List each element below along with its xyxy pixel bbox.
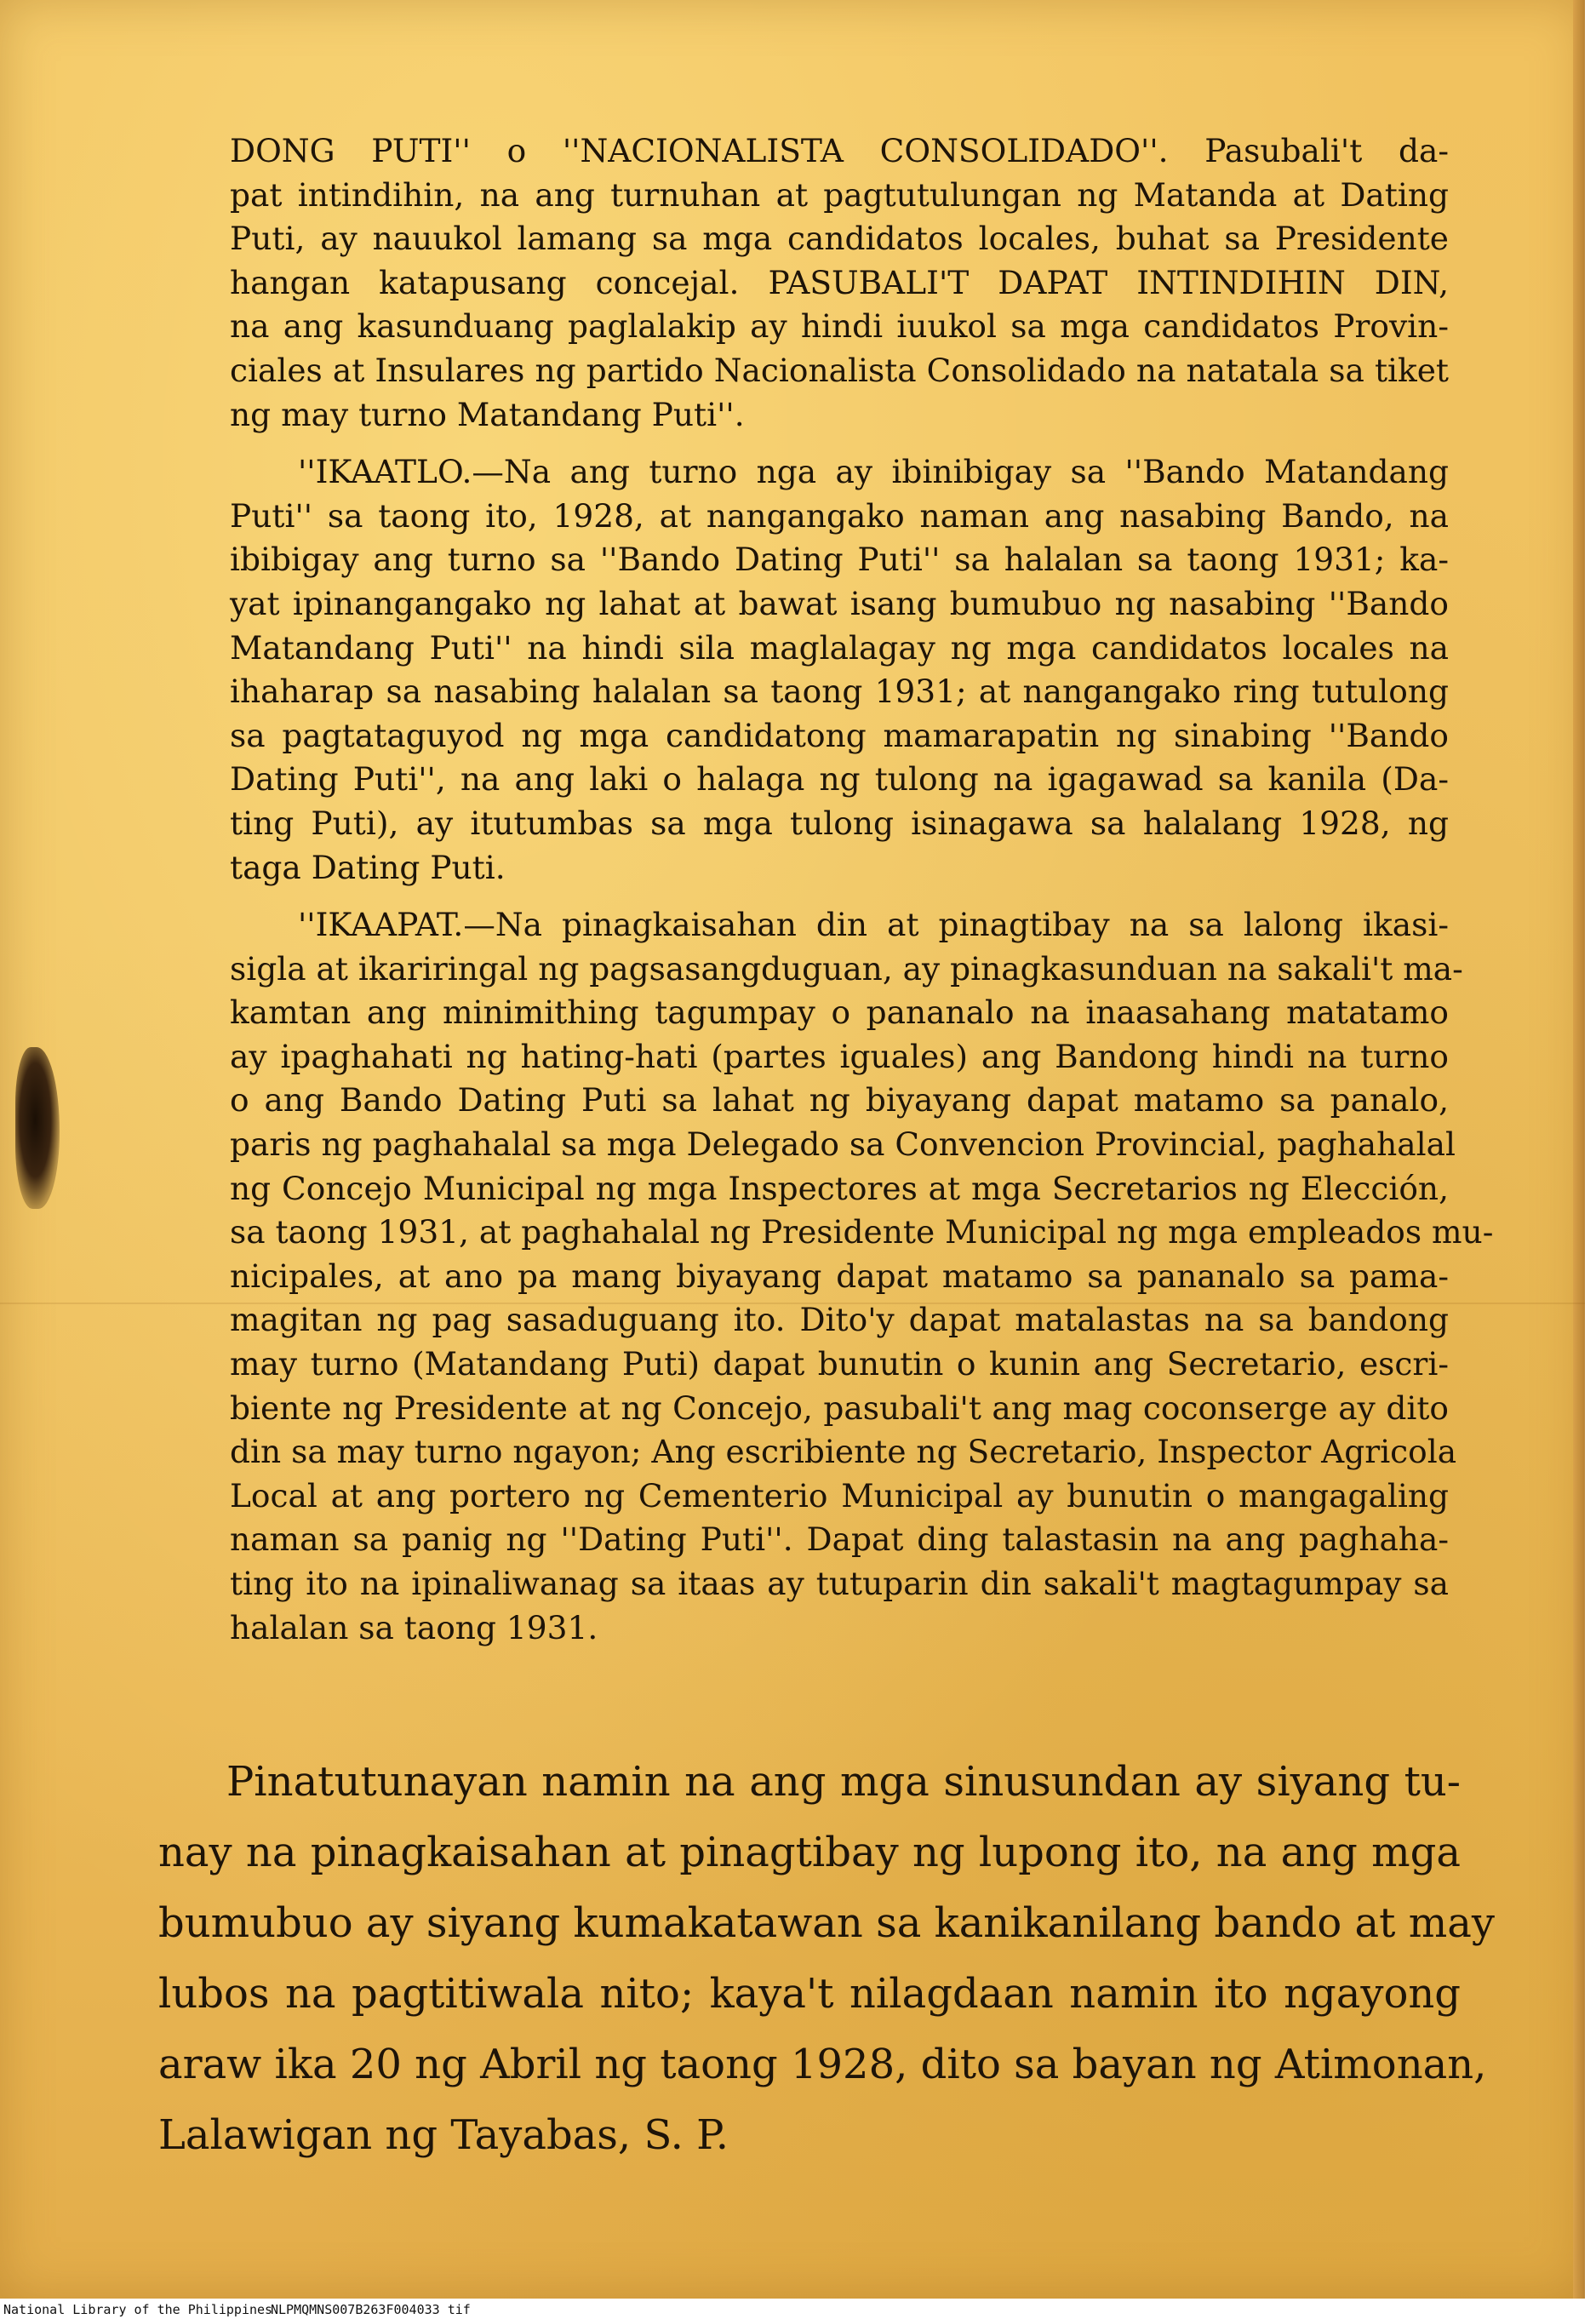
body-text-line: pat intindihin, na ang turnuhan at pagtutulungan ng Matanda at Dating bbox=[230, 175, 1449, 214]
body-text-line: biente ng Presidente at ng Concejo, pasubali't ang mag coconserge ay dito bbox=[230, 1389, 1449, 1427]
body-text-line: o ang Bando Dating Puti sa lahat ng biyayang dapat matamo sa panalo, bbox=[230, 1081, 1449, 1119]
body-text-line: ''IKAAPAT.—Na pinagkaisahan din at pinagtibay na sa lalong ikasi- bbox=[298, 906, 1449, 944]
body-text-line: paris ng paghahalal sa mga Delegado sa Convencion Provincial, paghahalal bbox=[230, 1125, 1456, 1164]
body-text-line: ay ipaghahati ng hating-hati (partes iguales) ang Bandong hindi na turno bbox=[230, 1037, 1449, 1075]
body-text-line: Puti, ay nauukol lamang sa mga candidatos locales, buhat sa Presidente bbox=[230, 220, 1449, 258]
body-text-line: Local at ang portero ng Cementerio Municipal ay bunutin o mangagaling bbox=[230, 1476, 1449, 1515]
body-text-line: DONG PUTI'' o ''NACIONALISTA CONSOLIDADO''. Pasubali't da- bbox=[230, 132, 1449, 169]
body-text-line: Puti'' sa taong ito, 1928, at nangangako naman ang nasabing Bando, na bbox=[230, 496, 1449, 535]
body-text-line: naman sa panig ng ''Dating Puti''. Dapat ding talastasin na ang paghaha- bbox=[230, 1520, 1449, 1559]
page-edge bbox=[1573, 0, 1585, 2299]
paragraph-gap bbox=[230, 437, 1449, 450]
certification-paragraph bbox=[158, 1747, 1495, 2171]
body-text-line: magitan ng pag sasaduguang ito. Dito'y dapat matalastas na sa bandong bbox=[230, 1301, 1449, 1339]
body-text-line: halalan sa taong 1931. bbox=[230, 1608, 598, 1646]
body-text-line: kamtan ang minimithing tagumpay o pananalo na inaasahang matatamo bbox=[230, 993, 1449, 1032]
body-text-line: ''IKAATLO.—Na ang turno nga ay ibinibigay sa ''Bando Matandang bbox=[298, 453, 1449, 491]
body-text-line: ibibigay ang turno sa ''Bando Dating Puti'' sa halalan sa taong 1931; ka- bbox=[230, 541, 1449, 579]
scan-footer bbox=[0, 2300, 1596, 2319]
certification-line: Pinatutunayan namin na ang mga sinusundan ay siyang tu- bbox=[226, 1758, 1461, 1806]
body-text-line: sa taong 1931, at paghahalal ng Presidente Municipal ng mga empleados mu- bbox=[230, 1213, 1494, 1251]
body-text-line: sigla at ikariringal ng pagsasangduguan, ay pinagkasunduan na sakali't ma- bbox=[230, 949, 1463, 988]
agreement-body-text bbox=[230, 129, 1494, 1650]
footer-file-id: NLPMQMNS007B263F004033 tif bbox=[271, 2302, 471, 2317]
body-text-line: ng may turno Matandang Puti''. bbox=[230, 395, 745, 433]
body-text-line: ng Concejo Municipal ng mga Inspectores at mga Secretarios ng Elección, bbox=[230, 1169, 1449, 1207]
certification-line: lubos na pagtitiwala nito; kaya't nilagdaan namin ito ngayong bbox=[158, 1970, 1461, 2018]
body-text-line: yat ipinangangako ng lahat at bawat isang bumubuo ng nasabing ''Bando bbox=[230, 584, 1449, 622]
footer-library-name: National Library of the Philippines bbox=[3, 2302, 273, 2317]
body-text-line: Matandang Puti'' na hindi sila maglalagay ng mga candidatos locales na bbox=[230, 628, 1449, 667]
certification-line: araw ika 20 ng Abril ng taong 1928, dito sa bayan ng Atimonan, bbox=[158, 2041, 1487, 2088]
body-text-line: taga Dating Puti. bbox=[230, 848, 506, 886]
body-text-line: ting ito na ipinaliwanag sa itaas ay tutuparin din sakali't magtagumpay sa bbox=[230, 1565, 1449, 1602]
body-text-line: na ang kasunduang paglalakip ay hindi iuukol sa mga candidatos Provin- bbox=[230, 307, 1449, 346]
body-text-line: ting Puti), ay itutumbas sa mga tulong isinagawa sa halalang 1928, ng bbox=[230, 804, 1449, 842]
body-text-line: ihaharap sa nasabing halalan sa taong 1931; at nangangako ring tutulong bbox=[230, 673, 1449, 711]
body-text-line: nicipales, at ano pa mang biyayang dapat matamo sa pananalo sa pama- bbox=[230, 1257, 1449, 1295]
body-text-line: din sa may turno ngayon; Ang escribiente ng Secretario, Inspector Agricola bbox=[230, 1433, 1457, 1471]
body-text-line: Dating Puti'', na ang laki o halaga ng tulong na igagawad sa kanila (Da- bbox=[230, 760, 1449, 799]
body-text-line: may turno (Matandang Puti) dapat bunutin o kunin ang Secretario, escri- bbox=[230, 1345, 1449, 1383]
torn-edge-stain bbox=[15, 1047, 60, 1209]
body-text-line: ciales at Insulares ng partido Nacionalista Consolidado na natatala sa tiket bbox=[230, 351, 1449, 389]
body-text-line: sa pagtataguyod ng mga candidatong mamarapatin ng sinabing ''Bando bbox=[230, 716, 1449, 754]
certification-line: Lalawigan ng Tayabas, S. P. bbox=[158, 2111, 729, 2159]
certification-line: nay na pinagkaisahan at pinagtibay ng lupong ito, na ang mga bbox=[158, 1829, 1461, 1876]
body-text-line: hangan katapusang concejal. PASUBALI'T DAPAT INTINDIHIN DIN, bbox=[230, 263, 1449, 301]
paragraph-gap bbox=[230, 890, 1449, 903]
certification-line: bumubuo ay siyang kumakatawan sa kanikanilang bando at may bbox=[158, 1899, 1495, 1947]
